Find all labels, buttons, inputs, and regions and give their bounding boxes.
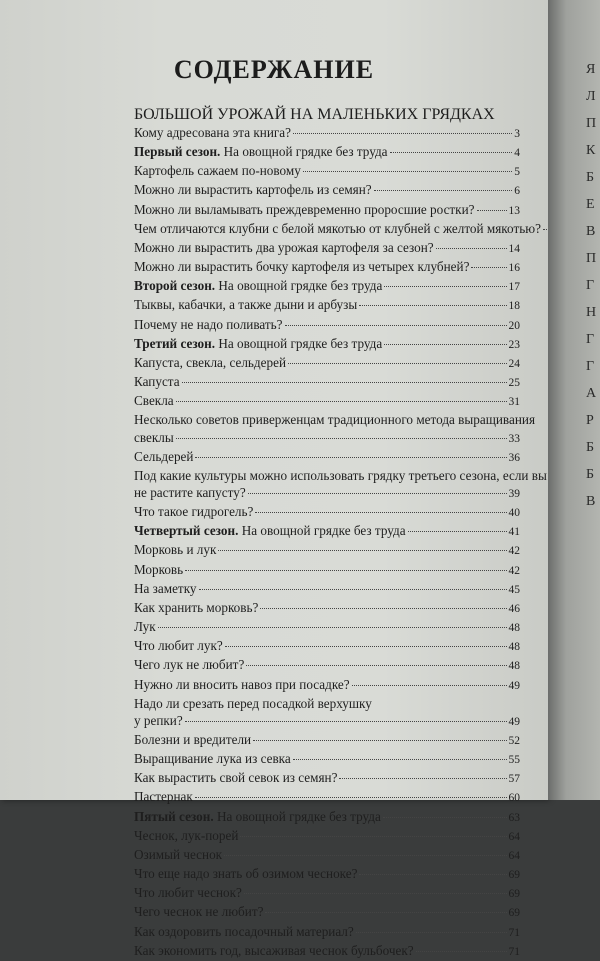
adjacent-page-text: П [586, 251, 597, 266]
toc-entry-text: Чем отличаются клубни с белой мякотью от клубней с желтой мякотью? [134, 220, 541, 236]
toc-entry [134, 143, 520, 162]
toc-entry [134, 580, 520, 599]
dot-leader [199, 589, 507, 590]
toc-entry-text: Сельдерей [134, 448, 194, 464]
toc-entry-label [134, 903, 263, 920]
dot-leader [176, 438, 507, 439]
adjacent-page-text: К [586, 143, 596, 158]
toc-entry-line [134, 695, 520, 712]
toc-entry-text: На овощной грядке без труда [215, 278, 383, 294]
toc-page-number: 4 [514, 147, 520, 160]
toc-entry [134, 846, 520, 865]
toc-page-number: 6 [514, 185, 520, 198]
adjacent-page-text: А [586, 386, 597, 401]
dot-leader [384, 286, 506, 287]
toc-entry-label [134, 676, 350, 693]
toc-page-number: 31 [508, 396, 520, 409]
adjacent-page-text: Г [586, 359, 595, 374]
toc-season-label: Третий сезон. [134, 335, 216, 351]
dot-leader [374, 190, 513, 191]
toc-entry-text: На овощной грядке без труда [215, 335, 383, 351]
toc-entry-label [134, 884, 242, 901]
toc-page-number: 69 [508, 907, 520, 920]
toc-entry [134, 316, 520, 335]
toc-page-number: 41 [508, 526, 520, 539]
dot-leader [436, 248, 507, 249]
toc-season-label: Пятый сезон. [134, 808, 214, 824]
toc-entry-label [134, 599, 258, 616]
toc-page-number: 49 [508, 679, 520, 692]
dot-leader [359, 305, 506, 306]
toc-entry-label [134, 484, 246, 501]
toc-entry [134, 220, 541, 239]
dot-leader [195, 797, 507, 798]
toc-entry-text: свеклы [134, 429, 174, 445]
dot-leader [288, 363, 507, 364]
dot-leader [390, 152, 513, 153]
toc-entry-text: На овощной грядке без труда [220, 144, 388, 160]
dot-leader [253, 740, 506, 741]
dot-leader [356, 932, 507, 933]
toc-entry-label [134, 561, 183, 578]
toc-entry [134, 788, 520, 807]
toc-entry-label [134, 258, 469, 275]
toc-entry-label [134, 143, 388, 160]
toc-entry-label [134, 541, 216, 558]
dot-leader [339, 778, 506, 779]
toc-entry [134, 392, 520, 411]
toc-entry [134, 884, 520, 903]
toc-entry-text: Озимый чеснок [134, 846, 223, 862]
toc-entry-label [134, 503, 253, 520]
toc-entry [134, 124, 520, 143]
toc-entry-text: Почему не надо поливать? [134, 316, 283, 332]
toc-entry-text: На овощной грядке без труда [213, 808, 381, 824]
toc-entry-text: Чего чеснок не любит? [134, 904, 264, 920]
adjacent-page-text: Г [586, 278, 595, 293]
toc-entry-label [134, 865, 357, 882]
toc-entry-text: Что еще надо знать об озимом чесноке? [134, 866, 358, 882]
toc-entry-text: Надо ли срезать перед посадкой верхушку [134, 695, 372, 711]
dot-leader [225, 646, 507, 647]
toc-entry-text: Капуста [134, 374, 180, 390]
toc-page-number: 45 [508, 583, 520, 596]
toc-entry-label [134, 468, 547, 483]
toc-entry [134, 354, 520, 373]
toc-entry-label [134, 162, 301, 179]
dot-leader [303, 171, 512, 172]
toc-entry [134, 656, 520, 675]
dot-leader [260, 608, 506, 609]
toc-page-number: 69 [508, 869, 520, 882]
toc-entry [134, 808, 520, 827]
toc-entry-text: На заметку [134, 580, 197, 596]
toc-entries [134, 124, 547, 961]
toc-entry [134, 541, 520, 560]
toc-entry-text: Пастернак [134, 789, 193, 805]
toc-entry-label [134, 412, 535, 427]
toc-entry-text: Как экономить год, высаживая чеснок бульбочек? [134, 942, 414, 958]
dot-leader [408, 531, 507, 532]
table-of-contents [134, 106, 547, 961]
toc-entry [134, 522, 520, 541]
toc-page-number: 20 [508, 319, 520, 332]
dot-leader [416, 951, 507, 952]
toc-entry-label [134, 731, 251, 748]
adjacent-page-edge [548, 0, 600, 800]
toc-entry-label [134, 942, 414, 959]
toc-season-label: Второй сезон. [134, 278, 216, 294]
toc-page-number: 39 [508, 487, 520, 500]
toc-entry-line [134, 712, 520, 731]
toc-page-number: 48 [508, 622, 520, 635]
toc-entry-label [134, 373, 180, 390]
dot-leader [218, 550, 506, 551]
toc-entry [134, 201, 520, 220]
dot-leader [158, 627, 507, 628]
toc-entry [134, 942, 520, 961]
toc-page-number: 24 [508, 357, 520, 370]
section-heading: БОЛЬШОЙ УРОЖАЙ НА МАЛЕНЬКИХ ГРЯДКАХ [134, 106, 495, 123]
adjacent-page-text: Е [586, 197, 595, 212]
toc-page-number: 71 [508, 945, 520, 958]
toc-entry-text: Свекла [134, 393, 174, 409]
toc-entry-text: Как оздоровить посадочный материал? [134, 923, 354, 939]
toc-entry-text: Что любит чеснок? [134, 885, 242, 901]
toc-page-number: 3 [514, 128, 520, 140]
toc-entry [134, 411, 536, 447]
toc-entry-label [134, 239, 434, 256]
adjacent-page-text: Л [586, 89, 596, 104]
toc-entry-label [134, 656, 244, 673]
dot-leader [224, 855, 506, 856]
dot-leader [176, 401, 507, 402]
toc-entry-label [134, 354, 286, 371]
toc-entry-label [134, 522, 406, 539]
adjacent-page-text: В [586, 224, 596, 239]
toc-entry-text: Лук [134, 619, 156, 635]
toc-entry [134, 448, 520, 467]
toc-entry-label [134, 827, 238, 844]
toc-page-number: 52 [508, 735, 520, 747]
dot-leader [352, 685, 507, 686]
dot-leader [359, 874, 506, 875]
toc-entry [134, 599, 520, 618]
toc-entry [134, 239, 520, 258]
toc-entry-text: Нужно ли вносить навоз при посадке? [134, 676, 350, 692]
toc-entry-label [134, 580, 197, 597]
toc-page-number: 48 [508, 641, 520, 654]
toc-entry-text: На овощной грядке без труда [238, 523, 406, 539]
adjacent-page-text: Б [586, 170, 595, 185]
toc-page-number: 48 [508, 660, 520, 673]
toc-entry [134, 731, 520, 750]
toc-entry-text: Что любит лук? [134, 638, 223, 654]
toc-entry-label [134, 618, 156, 635]
toc-entry-text: Можно ли вырастить два урожая картофеля за сезон? [134, 239, 434, 255]
toc-entry-label [134, 846, 222, 863]
toc-page-number: 36 [508, 451, 520, 464]
toc-page-number: 14 [508, 242, 520, 255]
adjacent-page-text: Н [586, 305, 597, 320]
toc-entry [134, 903, 520, 922]
toc-season-label: Первый сезон. [134, 144, 221, 160]
toc-page-number: 42 [508, 545, 520, 558]
toc-entry [134, 181, 520, 200]
toc-page-number: 55 [508, 754, 520, 767]
toc-entry-label [134, 429, 174, 446]
toc-entry-text: Несколько советов приверженцам традиционного метода выращивания [134, 412, 536, 428]
dot-leader [182, 382, 507, 383]
dot-leader [185, 721, 507, 722]
toc-entry-text: Как хранить морковь? [134, 599, 259, 615]
toc-entry [134, 503, 520, 522]
toc-entry-text: Как вырастить свой севок из семян? [134, 770, 338, 786]
toc-entry [134, 467, 547, 503]
page-title: СОДЕРЖАНИЕ [173, 55, 375, 84]
toc-entry [134, 865, 520, 884]
toc-entry-text: Кому адресована эта книга? [134, 125, 291, 140]
toc-entry-label [134, 181, 372, 198]
toc-page-number: 23 [508, 338, 520, 351]
dot-leader [293, 133, 512, 134]
toc-entry-text: Чеснок, лук-порей [134, 827, 239, 843]
toc-entry [134, 162, 520, 181]
toc-entry [134, 695, 520, 731]
toc-entry-line [134, 411, 536, 428]
toc-entry-line [134, 484, 520, 503]
toc-entry-text: Морковь [134, 561, 184, 577]
toc-entry [134, 373, 520, 392]
toc-entry-label [134, 712, 183, 729]
toc-page-number: 60 [508, 792, 520, 805]
toc-page-number: 63 [508, 811, 520, 824]
toc-page-number: 46 [508, 602, 520, 615]
toc-page-number: 17 [508, 281, 520, 294]
toc-entry [134, 750, 520, 769]
toc-page-number: 57 [508, 773, 520, 786]
adjacent-page-text: Б [586, 467, 595, 482]
dot-leader [285, 325, 507, 326]
toc-page-number: 33 [508, 432, 520, 445]
toc-entry [134, 335, 520, 354]
dot-leader [248, 493, 507, 494]
dot-leader [246, 665, 506, 666]
toc-entry-label [134, 277, 382, 294]
toc-page-number: 49 [508, 715, 520, 728]
toc-entry-text: Выращивание лука из севка [134, 751, 291, 767]
adjacent-page-text: Б [586, 440, 595, 455]
adjacent-page-text: Р [586, 413, 594, 428]
toc-entry [134, 827, 520, 846]
dot-leader [384, 344, 506, 345]
toc-entry-text: Можно ли вырастить картофель из семян? [134, 182, 372, 198]
toc-page-number: 18 [508, 300, 520, 313]
toc-entry-label [134, 392, 174, 409]
toc-page-number: 71 [508, 926, 520, 939]
dot-leader [265, 912, 506, 913]
toc-page-number: 42 [508, 564, 520, 577]
adjacent-page-text: Я [586, 62, 596, 77]
toc-entry-text: Тыквы, кабачки, а также дыни и арбузы [134, 297, 358, 313]
toc-season-label: Четвертый сезон. [134, 523, 239, 539]
toc-entry-label [134, 923, 354, 940]
toc-page-number: 40 [508, 507, 520, 520]
toc-entry-label [134, 696, 372, 711]
toc-entry-label [134, 220, 541, 237]
toc-page-number: 25 [508, 377, 520, 390]
toc-entry-label [134, 769, 337, 786]
dot-leader [185, 570, 506, 571]
toc-page-number: 13 [508, 204, 520, 217]
toc-entry [134, 561, 520, 580]
dot-leader [471, 267, 506, 268]
toc-entry-line [134, 467, 547, 484]
toc-entry-text: Болезни и вредители [134, 732, 252, 747]
adjacent-page-text: П [586, 116, 597, 131]
toc-entry [134, 296, 520, 315]
toc-entry-text: Морковь и лук [134, 542, 217, 558]
toc-entry [134, 769, 520, 788]
toc-entry-label [134, 201, 475, 218]
toc-entry-text: Чего лук не любит? [134, 657, 245, 673]
toc-entry-text: Под какие культуры можно использовать грядку третьего сезона, если вы [134, 467, 547, 483]
toc-entry-text: Капуста, свекла, сельдерей [134, 354, 286, 370]
dot-leader [477, 210, 507, 211]
toc-entry-text: не растите капусту? [134, 484, 246, 500]
toc-entry-text: Что такое гидрогель? [134, 504, 254, 520]
dot-leader [240, 836, 506, 837]
toc-page-number: 5 [514, 166, 520, 179]
toc-entry-label [134, 335, 382, 352]
adjacent-page-text: В [586, 494, 596, 509]
dot-leader [255, 512, 506, 513]
toc-entry-text: Картофель сажаем по-новому [134, 163, 301, 179]
toc-entry-label [134, 296, 357, 313]
adjacent-page-text: Г [586, 332, 595, 347]
toc-entry [134, 618, 520, 637]
toc-entry-label [134, 788, 193, 805]
dot-leader [293, 759, 507, 760]
toc-entry-text: у репки? [134, 712, 183, 728]
toc-entry-text: Можно ли выламывать преждевременно проросшие ростки? [134, 201, 475, 217]
toc-entry-line [134, 429, 520, 448]
toc-entry-label [134, 808, 381, 825]
dot-leader [244, 893, 507, 894]
toc-entry-label [134, 316, 283, 333]
toc-entry-label [134, 448, 193, 465]
dot-leader [383, 817, 507, 818]
toc-entry-label [134, 750, 291, 767]
toc-entry-text: Можно ли вырастить бочку картофеля из четырех клубней? [134, 259, 470, 275]
toc-entry-label [134, 124, 291, 141]
toc-page-number: 64 [508, 849, 520, 862]
toc-page-number: 64 [508, 830, 520, 843]
dot-leader [195, 457, 506, 458]
toc-page-number: 16 [508, 262, 520, 275]
toc-entry [134, 258, 520, 277]
toc-page-number: 69 [508, 888, 520, 901]
toc-entry [134, 923, 520, 942]
toc-entry [134, 277, 520, 296]
toc-entry [134, 637, 520, 656]
toc-entry [134, 676, 520, 695]
toc-entry-label [134, 637, 223, 654]
